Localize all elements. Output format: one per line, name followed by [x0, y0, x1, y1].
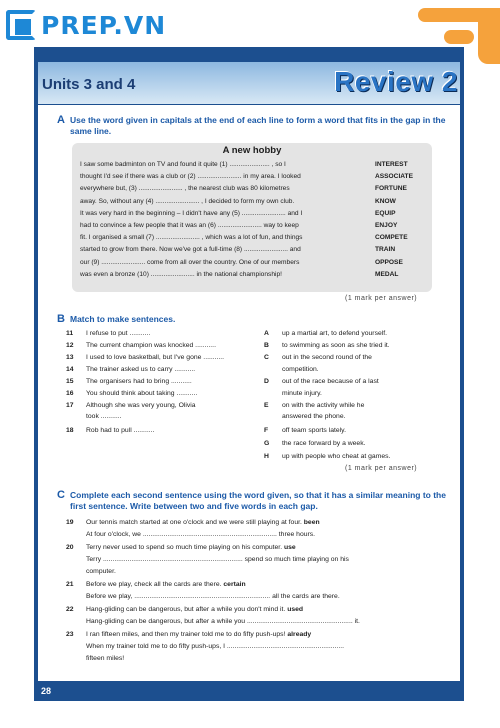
- sentence-1: Hang-gliding can be dangerous, but after a while you don't mind it. used: [86, 606, 304, 613]
- review-title: Review 2: [334, 66, 458, 97]
- option-letter: F: [264, 427, 269, 434]
- gap-word: INTEREST: [375, 161, 408, 168]
- decorative-shape: [444, 30, 474, 44]
- text-line: was even a bronze (10) ........................ in the national championship!: [80, 270, 282, 278]
- decorative-shape: [418, 8, 478, 22]
- section-a-instruction-2: same line.: [70, 126, 112, 136]
- match-option: to swimming as soon as she tried it.: [282, 342, 390, 349]
- gap-word: ENJOY: [375, 222, 398, 229]
- text-line: away. So, without any (4) ........................ , I decided to form my own club.: [80, 197, 295, 205]
- option-letter: D: [264, 378, 269, 385]
- page-number: 28: [41, 686, 52, 696]
- item-number: 14: [66, 366, 74, 373]
- section-c-letter: C: [57, 489, 65, 501]
- section-a-letter: A: [57, 114, 65, 126]
- option-letter: A: [264, 330, 269, 337]
- item-number: 21: [66, 581, 74, 588]
- sentence-2: Hang-gliding can be dangerous, but after a while you ........................................................ it.: [86, 618, 360, 625]
- prep-logo[interactable]: [6, 8, 166, 42]
- sentence-2: At four o'clock, we ....................................................................... three hours.: [86, 531, 316, 538]
- text-title: A new hobby: [222, 145, 282, 156]
- option-letter: H: [264, 453, 269, 460]
- item-number: 20: [66, 544, 74, 551]
- logo-text: PREP.VN: [41, 10, 167, 40]
- sentence-2: Before we play, ........................................................................ all the cards are there.: [86, 593, 340, 600]
- key-word: used: [287, 606, 304, 613]
- match-item: You should think about taking ...........: [86, 390, 198, 397]
- item-number: 11: [66, 330, 74, 337]
- match-option: answered the phone.: [282, 413, 346, 420]
- text-line: It was very hard in the beginning – I didn't have any (5) ........................ and I: [80, 209, 303, 217]
- gap-word: ASSOCIATE: [375, 173, 413, 181]
- units-title: Units 3 and 4: [42, 76, 136, 93]
- item-number: 16: [66, 390, 74, 397]
- mark-note-b: (1 mark per answer): [345, 465, 418, 472]
- item-number: 18: [66, 427, 74, 434]
- section-b-letter: B: [57, 313, 65, 325]
- item-number: 12: [66, 342, 74, 349]
- option-letter: E: [264, 402, 269, 409]
- gap-word: FORTUNE: [375, 185, 407, 193]
- gap-word: KNOW: [375, 197, 396, 205]
- item-number: 17: [66, 402, 74, 409]
- match-option: up a martial art, to defend yourself.: [282, 330, 388, 337]
- match-option: up with people who cheat at games.: [282, 453, 391, 460]
- sentence-2-cont: computer.: [86, 568, 116, 575]
- gap-word: OPPOSE: [375, 258, 403, 266]
- section-a-instruction: Use the word given in capitals at the end of each line to form a word that fits in the gap in the: [70, 115, 446, 125]
- section-c-instruction-2: first sentence. Write between two and five words in each gap.: [70, 501, 318, 511]
- decorative-shape: [478, 8, 500, 64]
- match-item: I refuse to put ...........: [86, 330, 151, 337]
- text-line: thought I'd see if there was a club or (2) ........................ in my area. I looked: [80, 173, 301, 181]
- match-item: Rob had to pull ...........: [86, 427, 155, 434]
- item-number: 19: [66, 519, 74, 526]
- text-line: fit. I organised a small (7) ........................ , which was a lot of fun, and things: [80, 234, 303, 242]
- item-number: 13: [66, 354, 74, 361]
- key-word: been: [303, 519, 320, 526]
- gap-word: MEDAL: [375, 270, 399, 278]
- match-item: The current champion was knocked ...........: [86, 342, 216, 349]
- match-option: off team sports lately.: [282, 427, 346, 434]
- key-word: certain: [223, 581, 246, 588]
- item-number: 23: [66, 631, 74, 638]
- prep-logo-icon: [6, 10, 36, 40]
- option-letter: G: [264, 440, 270, 447]
- text-line: had to convince a few people that it was an (6) ........................ way to keep: [80, 222, 299, 229]
- text-line: our (9) ........................ come from all over the country. One of our members: [80, 258, 300, 266]
- match-option: minute injury.: [282, 390, 322, 397]
- sentence-1: Our tennis match started at one o'clock and we were still playing at four. been: [86, 519, 320, 526]
- match-item: Although she was very young, Olivia: [86, 402, 196, 409]
- key-word: use: [283, 544, 296, 551]
- sentence-2-cont: fifteen miles!: [86, 655, 125, 662]
- text-line: started to grow from there. Now we've got a full-time (8) ........................ and: [80, 246, 301, 254]
- sentence-1: I ran fifteen miles, and then my trainer told me to do fifty push-ups! already: [86, 631, 312, 638]
- key-word: already: [287, 631, 312, 638]
- match-item: The trainer asked us to carry ...........: [86, 366, 196, 373]
- sentence-2: Terry .......................................................................... spend so much time playing on his: [86, 556, 349, 563]
- gap-word: EQUIP: [375, 209, 396, 217]
- text-line: everywhere but, (3) ........................ , the nearest club was 80 kilometres: [80, 185, 290, 193]
- mark-note: (1 mark per answer): [345, 295, 418, 302]
- section-c-instruction: Complete each second sentence using the word given, so that it has a similar meaning to the: [70, 490, 446, 500]
- item-number: 22: [66, 606, 74, 613]
- section-b-instruction: Match to make sentences.: [70, 314, 176, 324]
- sentence-2: When my trainer told me to do fifty push-ups, I ..............................................................: [86, 643, 344, 650]
- text-line: I saw some badminton on TV and found it quite (1) ...................... , so I: [80, 161, 286, 168]
- gap-word: TRAIN: [375, 246, 396, 254]
- option-letter: B: [264, 342, 269, 349]
- sentence-1: Before we play, check all the cards are there. certain: [86, 581, 246, 588]
- match-option: out in the second round of the: [282, 354, 372, 361]
- match-item: The organisers had to bring ...........: [86, 378, 192, 385]
- match-option: competition.: [282, 366, 319, 373]
- item-number: 15: [66, 378, 74, 385]
- match-item: took ...........: [86, 413, 122, 420]
- match-item: I used to love basketball, but I've gone ...........: [86, 354, 225, 361]
- option-letter: C: [264, 354, 269, 361]
- match-option: on with the activity while he: [282, 402, 365, 409]
- sentence-1: Terry never used to spend so much time playing on his computer. use: [86, 544, 296, 551]
- match-option: out of the race because of a last: [282, 378, 379, 385]
- match-option: the race forward by a week.: [282, 440, 366, 447]
- gap-word: COMPETE: [375, 234, 408, 242]
